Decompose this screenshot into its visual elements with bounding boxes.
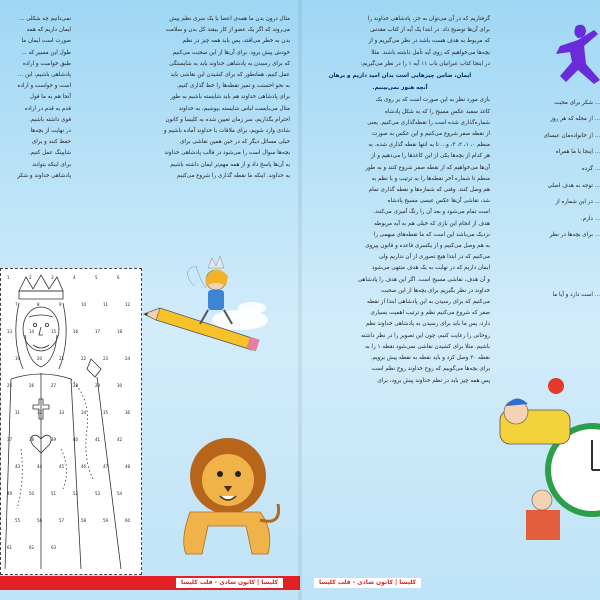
puzzle-dot-number: 57 (59, 518, 65, 523)
right-side-text-line: ... دارم. (580, 215, 600, 222)
puzzle-dot-number: 4 (73, 275, 76, 280)
puzzle-dot-number: 3 (51, 275, 54, 280)
right-text-line: خداوند در نظر بگیریم برای بچه‌ها از این صحبت (380, 287, 490, 294)
puzzle-dot-number: 59 (103, 518, 109, 523)
right-text-line: از نقطه صفر شروع می‌کنیم و این عکس به صورت (372, 131, 490, 138)
bible-verse-heading: ایمان، ضامن چیزهایی است بدان امید داریم و برهان (328, 73, 472, 80)
puzzle-dot-number: 39 (51, 437, 57, 442)
right-text-line: شماره‌گذاری شده است را نقطه‌گذاری می‌کنیم. یعنی (367, 119, 490, 126)
far-left-text-line: پادشاهی خداوند و شکر (17, 172, 71, 179)
lion-illustration (150, 430, 290, 560)
right-text-line: آن‌ها می‌خواهیم که از نقطه صفر شروع کنند و به طور (365, 164, 490, 171)
far-left-text-line: آنجا هم به ما قول (29, 94, 71, 101)
puzzle-dot-number: 37 (7, 437, 13, 442)
puzzle-dot-number: 19 (15, 356, 21, 361)
puzzle-dot-number: 14 (29, 329, 35, 334)
girl-on-flying-pencil-illustration (140, 250, 270, 360)
right-text-line: هدف از انجام این بازی که خیلی هم به آیه مربوطه (374, 220, 490, 227)
far-left-text-line: صورت است ایمان ما (21, 38, 71, 45)
puzzle-dot-number: 56 (37, 518, 43, 523)
right-side-column (520, 92, 600, 282)
king-outline-drawing (1, 269, 141, 574)
right-side-text-line: ... توجه به هدف اصلی (547, 182, 600, 189)
left-text-line: به خداوند. اینکه ما نقطه گذاری را شروع می‌کنیم (177, 172, 290, 179)
puzzle-dot-number: 35 (103, 410, 109, 415)
far-left-text-line: قوی داشته باشیم. (28, 116, 71, 123)
left-text-line: شادی وارد شویم، برای ملاقات با خداوند آماده باشیم و (163, 128, 290, 135)
far-left-text-line: است و خواست و اراده (17, 83, 71, 90)
right-text-line: که مربوط به هدف هست باشد در نظر می‌گیریم و از (368, 38, 490, 45)
left-text-line: به آن‌ها پاسخ داد و از همه مهم‌تر ایمان داشته باشیم (170, 161, 290, 168)
puzzle-dot-number: 55 (15, 518, 21, 523)
puzzle-dot-number: 23 (103, 356, 109, 361)
right-text-line: دارد، پس ما باید برای رسیدن به پادشاهی خداوند نظم (365, 321, 490, 328)
right-text-column (310, 14, 490, 574)
right-side-text-line: ... از مجله که هر روز (550, 116, 600, 123)
right-text-line: در اینجا کتاب عبرانیان باب ۱۱ آیه ۱ را در نظر می‌گیریم: (360, 60, 490, 67)
left-text-line: می‌روند که اگر یک عضو از کار بیفتد کل بدن و سلامت (165, 27, 290, 34)
puzzle-dot-number: 34 (81, 410, 87, 415)
puzzle-dot-number: 26 (29, 383, 35, 388)
puzzle-dot-number: 43 (15, 464, 21, 469)
puzzle-dot-number: 8 (37, 302, 40, 307)
puzzle-dot-number: 27 (51, 383, 57, 388)
far-left-text-line: ایمان داریم که همه (26, 27, 71, 34)
puzzle-dot-number: 62 (29, 545, 35, 550)
puzzle-dot-number: 44 (37, 464, 43, 469)
puzzle-dot-number: 45 (59, 464, 65, 469)
page-gutter (298, 0, 302, 600)
puzzle-dot-number: 11 (103, 302, 109, 307)
puzzle-dot-number: 50 (29, 491, 35, 496)
right-text-line: ایمان داریم که در نهایت به یک هدف منتهی می‌شود (371, 265, 490, 272)
left-text-line: بچه‌ها سوال است را می‌شود در قالب پادشاهی خداوند (164, 150, 290, 157)
left-text-line: بدن به خطر می‌افتد، پس باید همه چیز در نظم (182, 38, 290, 45)
puzzle-dot-number: 17 (95, 329, 101, 334)
puzzle-dot-number: 30 (117, 383, 123, 388)
left-text-line: خیلی مسائل دیگر که در حین همین نقاشی برای (180, 139, 290, 146)
puzzle-dot-number: 6 (117, 275, 120, 280)
puzzle-dot-number: 46 (81, 464, 87, 469)
puzzle-dot-number: 40 (73, 437, 79, 442)
puzzle-dot-number: 21 (59, 356, 65, 361)
left-text-line: مثال می‌بایست لباس شایسته بپوشیم، به خداوند (178, 105, 290, 112)
right-text-line: صفر که شروع می‌کنیم نظم و ترتیب اهمیت بسیاری (370, 310, 490, 317)
left-text-line: برای پادشاهی خداوند هم باید شایسته باشیم به طور (170, 94, 290, 101)
right-text-line: می‌کنیم که برای رسیدن به این پادشاهی ابتدا از نقطه (367, 299, 490, 306)
puzzle-dot-number: 29 (95, 383, 101, 388)
right-side-text-line: ... برای بچه‌ها در نظر (549, 232, 600, 239)
puzzle-dot-number: 16 (73, 329, 79, 334)
right-text-line: می‌کنیم که در ابتدا هیچ تصوری از آن نداریم ولی (378, 254, 490, 261)
puzzle-dot-number: 52 (73, 491, 79, 496)
right-text-line: هم وصل کنند. وقتی که شماره‌ها و نقطه گذاری تمام (368, 187, 490, 194)
puzzle-dot-number: 24 (125, 356, 131, 361)
puzzle-dot-number: 58 (81, 518, 87, 523)
puzzle-dot-number: 2 (29, 275, 32, 280)
puzzle-dot-number: 36 (125, 410, 131, 415)
far-left-text-line: پادشاهی باشیم، این ... (18, 72, 71, 79)
right-text-line: نقطه ۲۰ وصل کرد و باید نقطه به نقطه پیش برویم. (370, 355, 490, 362)
right-side-text-line: ... از خانواده‌مان عیسای (543, 132, 600, 139)
puzzle-dot-number: 38 (29, 437, 35, 442)
puzzle-dot-number: 53 (95, 491, 101, 496)
left-text-line: که برای رسیدن به پادشاهی خداوند باید به شایستگی (169, 60, 290, 67)
far-left-text-line: در نهایت از بچه‌ها (30, 128, 71, 135)
puzzle-dot-number: 32 (37, 410, 43, 415)
right-text-line: پس همه چیز باید در نظم خداوند پیش برود، برای (377, 377, 490, 384)
left-text-line: احترام بگذاریم، سر زمان تعیین شده به کلیسا و کانون (165, 116, 290, 123)
far-left-text-line: حفظ کنند و برای (31, 139, 71, 146)
puzzle-dot-number: 18 (117, 329, 123, 334)
puzzle-dot-number: 54 (117, 491, 123, 496)
right-side-text-line: ... اینجا با ما همراه (555, 149, 600, 156)
puzzle-dot-number: 61 (7, 545, 13, 550)
right-text-line: بازی مورد نظر به این صورت است که بر روی یک (375, 97, 490, 104)
right-side-text-line: ... شکر برای محبت (554, 99, 600, 106)
right-text-line: و آن هدف، نقاشی مسیح است. اگر این هدف را پادشاهی (357, 276, 490, 283)
right-side-highlight: ... است دارد و آیا ما (552, 292, 600, 298)
puzzle-dot-number: 10 (81, 302, 87, 307)
puzzle-dot-number: 41 (95, 437, 101, 442)
right-text-line: باشیم. مثلا برای کشیدن نقاشی نمی‌شود نقطه ۱ را به (365, 343, 490, 350)
right-text-line: روحانی را رعایت کنیم، چون این تصویر را در نظر داشته (360, 332, 490, 339)
left-text-line: مثال درون بدن ما همه‌ی اعضا با یک سری نظم پیش (169, 16, 290, 22)
far-left-text-line: برای اینکه بتوانند (32, 161, 71, 168)
right-text-line: هر کدام از بچه‌ها یکی از این کاغذها را می‌دهیم و از (371, 153, 490, 160)
puzzle-dot-number: 51 (51, 491, 57, 496)
left-text-column (110, 14, 290, 264)
left-text-line: خودش پیش برود. برای آن‌ها از این صحبت می‌کنیم (172, 49, 290, 56)
sleeping-child-clock-illustration (496, 360, 600, 560)
left-text-line: عمل کنیم، همانطور که برای کشیدن این نقاشی باید (170, 72, 290, 79)
puzzle-dot-number: 49 (7, 491, 13, 496)
right-footer-label: کلیسا | کانون شادی - قلب کلیسا (314, 578, 421, 588)
right-side-text-line: ... گرده (581, 165, 600, 172)
puzzle-dot-number: 47 (103, 464, 109, 469)
left-text-line: به نحو احسنت و تمیز نقطه‌ها را خط گذاری کنیم. (176, 83, 290, 90)
right-page (300, 0, 600, 600)
right-text-line: برای آن‌ها توضیح داد. در ابتدا یک آیه از کتاب مقدس (370, 27, 490, 34)
puzzle-dot-number: 63 (51, 545, 57, 550)
puzzle-dot-number: 22 (81, 356, 87, 361)
far-left-text-line: قدم به قدم در اراده (24, 105, 71, 112)
far-left-column (3, 14, 71, 254)
puzzle-dot-number: 20 (37, 356, 43, 361)
puzzle-dot-number: 13 (7, 329, 13, 334)
right-text-line: بچه‌ها می‌خواهیم که روی آیه تأمل داشته باشند. مثلا (371, 49, 490, 56)
puzzle-dot-number: 7 (15, 302, 18, 307)
right-text-line: به هم وصل می‌کنیم و از یکسری قاعده و قانون پیروی (365, 243, 490, 250)
right-text-line: کاغذ سفید عکس مسیح را که به شکل پادشاه (385, 108, 490, 115)
right-text-line: منظم تا شماره آخر نقطه‌ها را به ترتیب و با نظم به (371, 175, 490, 182)
far-left-text-line: نمی‌دانیم چه شکلی ... (19, 16, 71, 22)
puzzle-dot-number: 9 (59, 302, 62, 307)
puzzle-dot-number: 25 (7, 383, 13, 388)
right-side-text-line: ... در این شماره از (555, 199, 600, 206)
puzzle-dot-number: 12 (125, 302, 131, 307)
puzzle-dot-number: 1 (7, 275, 10, 280)
puzzle-dot-number: 15 (51, 329, 57, 334)
right-text-line: است تمام می‌شود و بعد آن را رنگ آمیزی می‌کنند. (373, 209, 490, 216)
bible-verse-heading: آنچه هنوز نمی‌بینیم. (372, 85, 428, 92)
dot-to-dot-puzzle (0, 268, 142, 575)
puzzle-dot-number: 60 (125, 518, 131, 523)
puzzle-dot-number: 48 (125, 464, 131, 469)
jumping-child-silhouette (546, 20, 600, 90)
far-left-text-line: شاپینگ عمل کنیم. (28, 150, 71, 157)
far-left-text-line: طول این مسیر که ... (21, 49, 71, 56)
puzzle-dot-number: 28 (73, 383, 79, 388)
puzzle-dot-number: 42 (117, 437, 123, 442)
right-text-line: گرفتاریم که در آن می‌توان به جز، پادشاهی خداوند را (367, 16, 490, 22)
puzzle-dot-number: 33 (59, 410, 65, 415)
puzzle-dot-number: 5 (95, 275, 98, 280)
puzzle-dot-number: 31 (15, 410, 21, 415)
right-text-line: نزدیک می‌باشد این است که ما نقطه‌های مبهمی را (373, 231, 490, 238)
right-text-line: شد، نقاشی آن‌ها عکس عیسی مسیح پادشاه (387, 198, 490, 205)
right-text-line: منظم ۰، ۱، ۲، ۳، و... تا به انتها نقطه گذاری شده. به (368, 142, 490, 149)
right-text-line: برای بچه‌ها می‌گوییم که روح خداوند روح نظم است (371, 366, 490, 373)
far-left-text-line: طبق خواست و اراده (22, 60, 71, 67)
left-footer-label: کلیسا | کانون شادی - قلب کلیسا (176, 578, 283, 588)
